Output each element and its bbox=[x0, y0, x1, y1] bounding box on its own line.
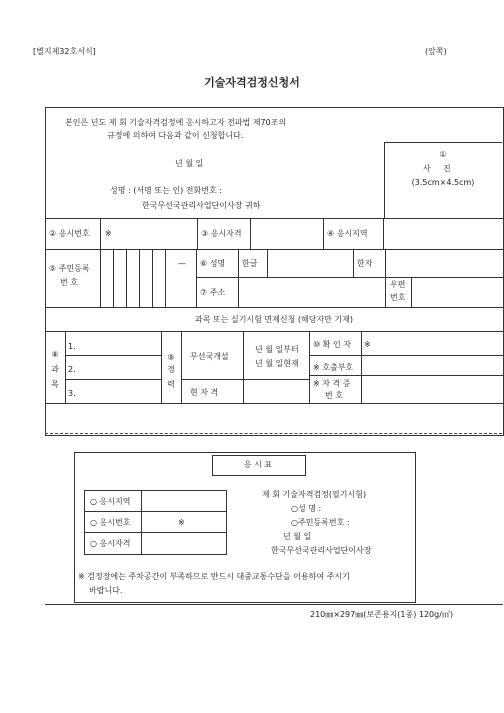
ticket-date: 년 월 일 bbox=[283, 532, 312, 541]
cut-line bbox=[45, 433, 502, 434]
intro-line1: 본인은 년도 제 회 기술자격검정에 응시하고자 전파법 제70조의 bbox=[65, 118, 287, 127]
subject-label-1: 과 bbox=[51, 365, 59, 374]
photo-number: ① bbox=[439, 150, 447, 159]
subject-label-2: 목 bbox=[51, 380, 59, 389]
ticket-session: 제 회 기술자격검정(필기시험) bbox=[262, 490, 367, 499]
exam-number-label: ② 응시번호 bbox=[49, 229, 90, 238]
page-title: 기술자격검정신청서 bbox=[204, 76, 300, 89]
postal-label-2: 번호 bbox=[390, 293, 406, 302]
address-label: ⑦ 주소 bbox=[200, 288, 226, 297]
qualification-label: ③ 응시자격 bbox=[201, 229, 242, 238]
career-label-num: ⑨ bbox=[167, 353, 175, 362]
certificate-label-2: 번 호 bbox=[325, 391, 343, 400]
subject-row-2: 2. bbox=[68, 365, 76, 374]
exemption-heading: 과목 또는 실기시험 면제신청 (해당자만 기재) bbox=[194, 315, 354, 324]
exam-number-mark: ※ bbox=[105, 229, 112, 238]
name-hanja-label: 한자 bbox=[357, 259, 373, 268]
ticket-resident-label: ○주민등록번호 : bbox=[291, 518, 350, 527]
form-number: [별지제32호서식] bbox=[33, 47, 96, 56]
resident-number-label-2: 번 호 bbox=[60, 278, 78, 287]
ticket-note-2: 바랍니다. bbox=[89, 586, 123, 595]
paper-spec: 210㎜×297㎜(보존용지(1종) 120g/㎡) bbox=[310, 610, 454, 619]
postal-label-1: 우편 bbox=[390, 280, 406, 289]
career-period-to: 년 월 일현재 bbox=[255, 359, 299, 368]
subject-row-1: 1. bbox=[68, 342, 76, 351]
career-label-1: 경 bbox=[167, 365, 175, 374]
ticket-exam-number-label: ○ 응시번호 bbox=[90, 518, 131, 527]
checker-label: ⑩ 확 인 자 bbox=[313, 340, 351, 349]
ticket-organization: 한국무선국관리사업단이사장 bbox=[271, 546, 372, 555]
photo-size: (3.5cm×4.5cm) bbox=[411, 178, 475, 187]
subject-row-3: 3. bbox=[68, 389, 76, 398]
career-period-from: 년 월 일부터 bbox=[255, 345, 299, 354]
certificate-label-1: ※ 자 격 증 bbox=[313, 379, 351, 388]
subject-label-num: ⑧ bbox=[51, 350, 59, 359]
checker-mark: ※ bbox=[364, 340, 371, 349]
name-hangul-label: 한글 bbox=[242, 259, 258, 268]
page-side: (앞쪽) bbox=[425, 47, 447, 56]
intro-name-line: 성명 : (서명 또는 인) 전화번호 : bbox=[110, 186, 222, 195]
intro-recipient: 한국무선국관리사업단이사장 귀하 bbox=[142, 201, 261, 210]
resident-number-dash: — bbox=[178, 259, 186, 268]
photo-label-2: 진 bbox=[443, 164, 451, 173]
intro-line2: 규정에 의하여 다음과 같이 신청합니다. bbox=[107, 131, 244, 140]
ticket-exam-number-mark: ※ bbox=[178, 518, 185, 527]
ticket-title: 응 시 표 bbox=[243, 460, 273, 469]
resident-number-label: ⑤ 주민등록 bbox=[49, 264, 90, 273]
photo-label-1: 사 bbox=[423, 164, 431, 173]
ticket-qualification-label: ○ 응시자격 bbox=[90, 539, 131, 548]
ticket-name-label: ○성 명 : bbox=[291, 504, 322, 513]
call-sign-label: ※ 호출부호 bbox=[313, 363, 354, 372]
intro-date: 년 월 일 bbox=[175, 159, 204, 168]
ticket-note-1: ※ 검정장에는 주차공간이 부족하므로 반드시 대중교통수단을 이용하여 주시기 bbox=[78, 572, 350, 581]
career-station-label: 무선국개설 bbox=[190, 352, 229, 361]
ticket-region-label: ○ 응시지역 bbox=[90, 497, 131, 506]
career-current-qualification: 현 자 격 bbox=[190, 388, 219, 397]
name-label: ⑥ 성명 bbox=[200, 259, 226, 268]
career-label-2: 력 bbox=[167, 380, 175, 389]
region-label: ④ 응시지역 bbox=[327, 229, 368, 238]
